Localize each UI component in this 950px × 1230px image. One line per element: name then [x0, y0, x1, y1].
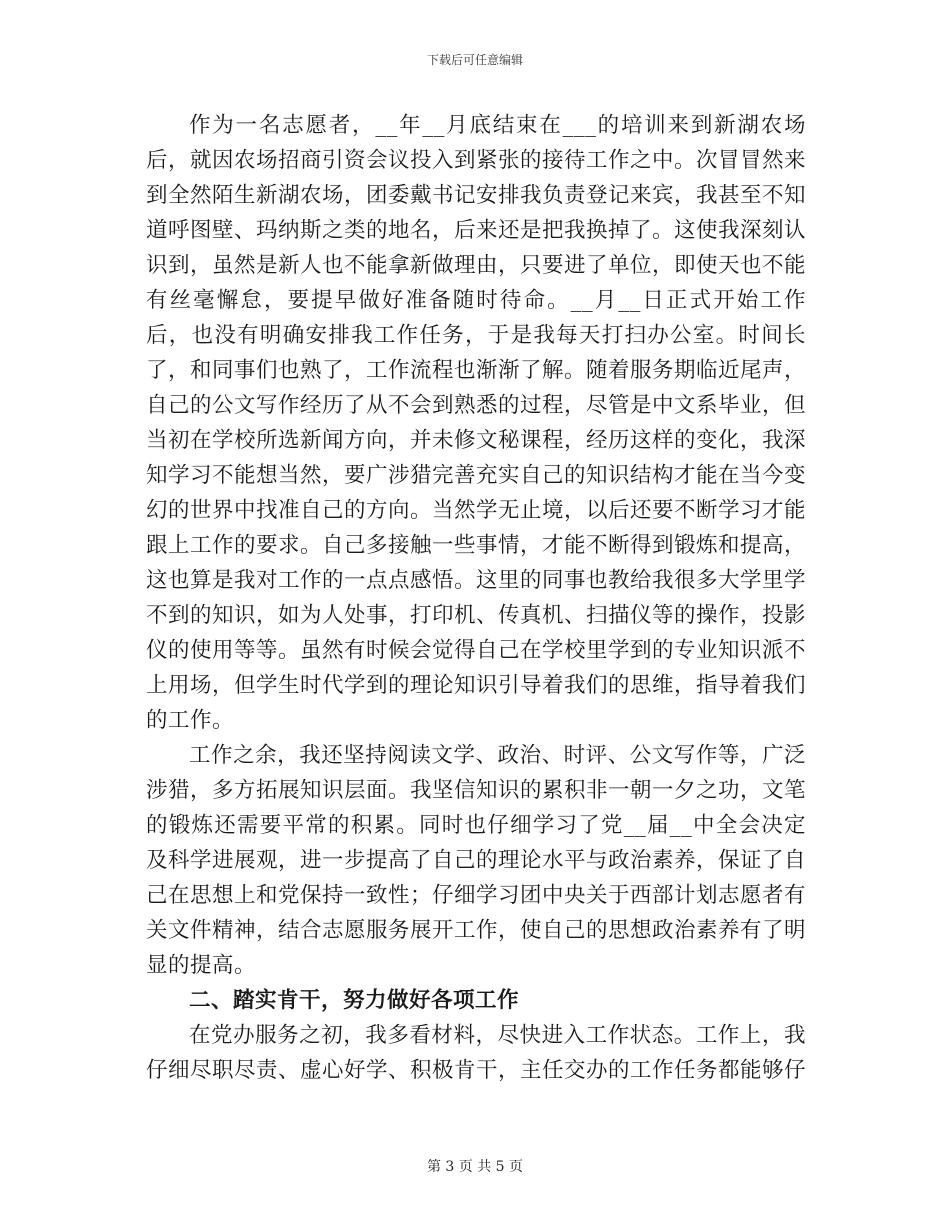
- body-paragraph-2: 工作之余，我还坚持阅读文学、政治、时评、公文写作等，广泛涉猎，多方拓展知识层面。我坚信知识的累积非一朝一夕之功，文笔的锻炼还需要平常的积累。同时也仔细学习了党__届__中全会决定及科学进展观，进一步提高了自己的理论水平与政治素养，保证了自己在思想上和党保持一致性；仔细学习团中央关于西部计划志愿者有关文件精神，结合志愿服务展开工作，使自己的思想政治素养有了明显的提高。: [146, 743, 807, 978]
- page-footer: 第 3 页 共 5 页: [426, 1159, 524, 1175]
- section-heading-2: 二、踏实肯干，努力做好各项工作: [189, 988, 520, 1013]
- document-body: [146, 108, 806, 1088]
- body-paragraph-1: 作为一名志愿者，__年__月底结束在___的培训来到新湖农场后，就因农场招商引资会议投入到紧张的接待工作之中。次冒冒然来到全然陌生新湖农场，团委戴书记安排我负责登记来宾，我甚至不知道呼图壁、玛纳斯之类的地名，后来还是把我换掉了。这使我深刻认识到，虽然是新人也不能拿新做理由，只要进了单位，即使天也不能有丝毫懈怠，要提早做好准备随时待命。__月__日正式开始工作后，也没有明确安排我工作任务，于是我每天打扫办公室。时间长了，和同事们也熟了，工作流程也渐渐了解。随着服务期临近尾声，自己的公文写作经历了从不会到熟悉的过程，尽管是中文系毕业，但当初在学校所选新闻方向，并未修文秘课程，经历这样的变化，我深知学习不能想当然，要广涉猎完善充实自己的知识结构才能在当今变幻的世界中找准自己的方向。当然学无止境，以后还要不断学习才能跟上工作的要求。自己多接触一些事情，才能不断得到锻炼和提高，这也算是我对工作的一点点感悟。这里的同事也教给我很多大学里学不到的知识，如为人处事，打印机、传真机、扫描仪等的操作，投影仪的使用等等。虽然有时候会觉得自己在学校里学到的专业知识派不上用场，但学生时代学到的理论知识引导着我们的思维，指导着我们的工作。: [146, 113, 807, 733]
- page-header: 下载后可任意编辑: [426, 53, 523, 67]
- body-paragraph-3: 在党办服务之初，我多看材料，尽快进入工作状态。工作上，我仔细尽职尽责、虚心好学、积极肯干，主任交办的工作任务都能够仔: [146, 1023, 807, 1083]
